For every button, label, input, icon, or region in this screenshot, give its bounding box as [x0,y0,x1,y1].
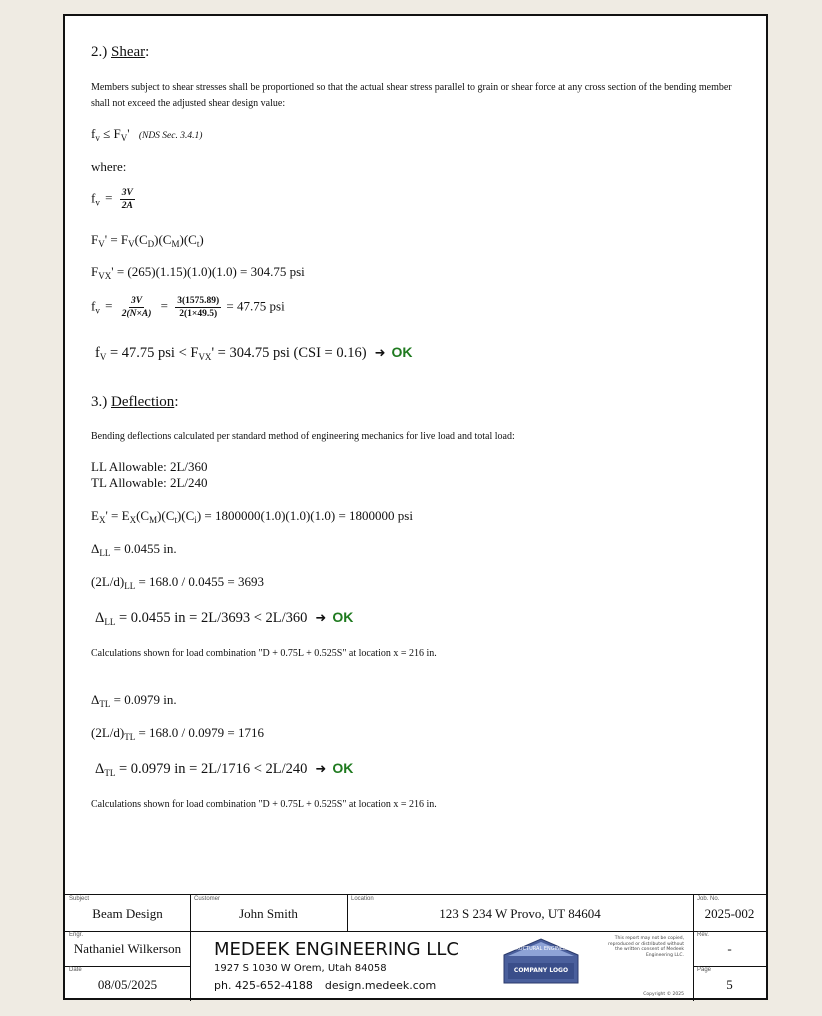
fvx-calculation: $F_{VX}' = (265)(1.15)(1.0)(1.0) = 304.75$ psi [91,264,305,281]
arrow-right-icon: ➜ [315,762,327,777]
engineer-value: Nathaniel Wilkerson [73,941,182,956]
fv2-denominator: 2(N×A) [121,309,152,319]
date-cell [65,966,190,1001]
section-number: 2.) [91,44,111,60]
customer-label: Customer [194,896,221,902]
fv-fraction-2 [120,296,154,319]
date-value: 08/05/2025 [97,977,158,992]
fv-calculation: $f_v$ = $\frac{3V}{2(N\times A)}$ = $\frac{3(1575.89)}{2(1\times 49.5)}$ = 47.75 psi [91,296,285,319]
ex-calc-value: = 1800000(1.0)(1.0)(1.0) = 1800000 psi [204,508,413,523]
page-number: 5 [726,977,733,992]
section-number: 3.) [91,394,111,410]
ll-check-text: = 0.0455 in = 2L/3693 < 2L/360 [118,610,308,626]
ok-status-shear: OK [391,344,413,360]
shear-check: $f_V = 47.75$ psi < $F_{VX}' = 304.75$ psi (CSI = 0.16) ➜ OK [95,344,413,362]
revision-value: - [727,941,732,956]
logo-top-text: STRUCTURAL ENGINEERS [509,946,573,952]
engineer-cell [65,931,190,966]
tl-allowable: TL Allowable: 2L/240 [91,475,208,490]
ok-status-ll: OK [332,609,354,625]
jobno-label: Job. No. [697,896,720,902]
delta-tl: $\Delta_{TL} = 0.0979$ in. [91,692,177,709]
copyright-text: Copyright © 2025 [643,992,684,997]
section-heading-deflection [91,394,178,411]
fv2-numerator: 3V [130,296,143,306]
fv-result: = 47.75 psi [226,298,285,314]
company-contact [214,979,436,992]
fv3-denominator: 2(1×49.5) [179,309,218,319]
delta-ll: $\Delta_{LL} = 0.0455$ in. [91,541,177,558]
where-label: where: [91,159,127,174]
company-website: design.medeek.com [324,979,437,992]
nds-reference: (NDS Sec. 3.4.1) [138,131,203,141]
section-colon: : [145,44,150,60]
fv-denominator: 2A [121,201,133,211]
ld-tl-value: = 168.0 / 0.0979 = 1716 [138,725,264,740]
company-cell [190,931,693,1001]
fv3-numerator: 3(1575.89) [177,296,220,306]
deflection-ll-check: $\Delta_{LL} = 0.0455$ in = 2L/3693 < 2L/360 ➜ OK [95,609,354,627]
delta-tl-value: = 0.0979 in. [113,692,177,707]
section-heading-shear [91,44,149,61]
fv-adjusted-formula: $F_V' = F_V(C_D)(C_M)(C_t)$ [91,232,204,249]
section-colon: : [174,394,179,410]
customer-value: John Smith [239,906,298,921]
engineer-label: Engr. [69,932,84,938]
section-title: Shear [111,44,146,60]
shear-intro-text: Members subject to shear stresses shall be proportioned so that the actual shear stress parallel to grain or shear force at any cross section of the bending member shall not exceed the adjusted shear design value: [91,82,732,109]
ld-ll: $(2L/d)_{LL} = 168.0 / 0.0455 = 3693$ [91,574,264,591]
deflection-tl-check: $\Delta_{TL} = 0.0979$ in = 2L/1716 < 2L/240 ➜ OK [95,760,354,778]
company-name: MEDEEK ENGINEERING LLC [214,939,459,960]
shear-check-right: ' = 304.75 psi (CSI = 0.16) [211,345,367,361]
jobno-value: 2025-002 [704,906,755,921]
revision-cell [693,931,766,966]
ld-tl: $(2L/d)_{TL} = 168.0 / 0.0979 = 1716$ [91,725,264,742]
fv-fraction-3 [175,296,221,319]
jobno-cell [693,895,766,931]
subject-cell [65,895,190,931]
delta-ll-value: = 0.0455 in. [113,541,177,556]
disclaimer-text: This report may not be copied, reproduced or distributed without the written consent of Medeek Engineering LLC. [608,936,684,958]
arrow-right-icon: ➜ [315,611,327,626]
ll-allowable: LL Allowable: 2L/360 [91,459,208,474]
shear-check-left: = 47.75 psi < F [109,345,199,361]
section-title: Deflection [111,394,175,410]
page-cell [693,966,766,1001]
ex-calculation: $E_X' = E_X(C_M)(C_t)(C_i) = 1800000(1.0)(1.0)(1.0) = 1800000$ psi [91,508,413,525]
tl-check-text: = 0.0979 in = 2L/1716 < 2L/240 [118,761,308,777]
company-logo [502,937,580,985]
subject-value: Beam Design [92,906,163,921]
load-combination-note-ll: Calculations shown for load combination "D + 0.75L + 0.525S" at location x = 216 in. [91,648,437,659]
location-label: Location [351,896,374,902]
revision-label: Rev. [697,932,709,938]
deflection-intro-text: Bending deflections calculated per standard method of engineering mechanics for live load and total load: [91,431,515,442]
customer-cell [190,895,347,931]
logo-bottom-text: COMPANY LOGO [513,967,569,974]
report-sheet [63,14,768,1000]
ok-status-tl: OK [332,760,354,776]
load-combination-note-tl: Calculations shown for load combination "D + 0.75L + 0.525S" at location x = 216 in. [91,799,437,810]
shear-requirement-formula: $f_v \le F_V'$ (NDS Sec. 3.4.1) [91,126,203,143]
company-address: 1927 S 1030 W Orem, Utah 84058 [214,963,387,974]
company-phone: ph. 425-652-4188 [214,979,313,992]
ld-ll-value: = 168.0 / 0.0455 = 3693 [138,574,264,589]
subject-label: Subject [69,896,90,902]
location-cell [347,895,693,931]
location-value: 123 S 234 W Provo, UT 84604 [439,906,601,921]
fv-fraction [120,188,135,211]
arrow-right-icon: ➜ [374,346,386,361]
fvx-calc-value: = (265)(1.15)(1.0)(1.0) = 304.75 psi [116,264,305,279]
date-label: Date [69,967,82,973]
page-label: Page [697,967,712,973]
fv-definition: $f_v$ = $\frac{3V}{2A}$ [91,188,133,211]
fv-numerator: 3V [121,188,133,198]
company-logo-icon [502,937,580,985]
title-block [65,894,766,1001]
